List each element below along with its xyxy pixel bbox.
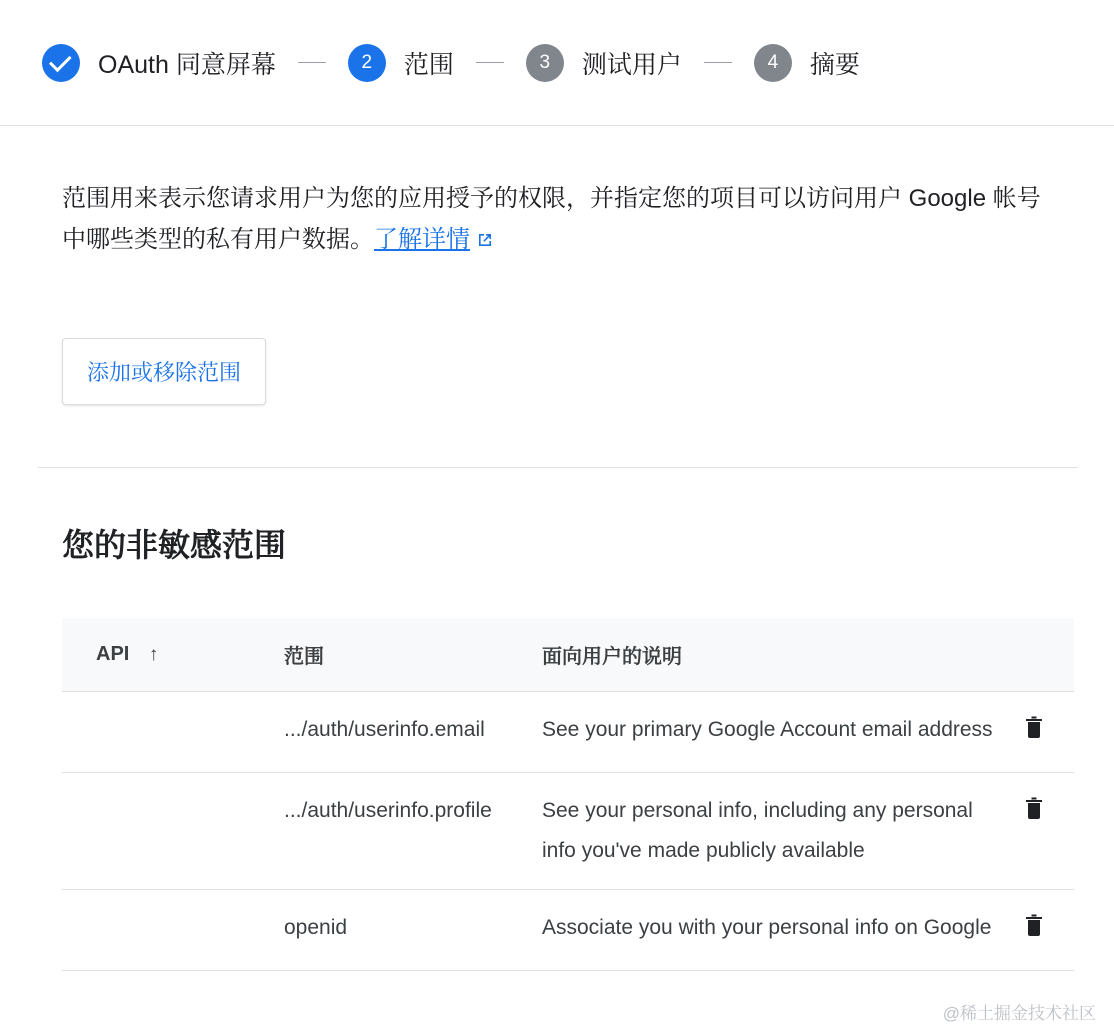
step-scopes[interactable]: [348, 44, 454, 82]
wizard-stepper: [0, 0, 1114, 126]
page-content: [0, 178, 1114, 971]
cell-description: See your primary Google Account email address: [542, 692, 994, 773]
external-link-icon: [476, 221, 494, 262]
step-3-indicator: 3: [526, 44, 564, 82]
cell-actions: [994, 890, 1074, 971]
step-2-indicator: 2: [348, 44, 386, 82]
step-3-label: 测试用户: [581, 50, 682, 79]
cell-scope: .../auth/userinfo.email: [284, 692, 542, 773]
add-or-remove-scopes-button[interactable]: 添加或移除范围: [62, 338, 266, 405]
trash-icon[interactable]: [1022, 795, 1046, 835]
step-4-indicator: 4: [754, 44, 792, 82]
column-header-description[interactable]: 面向用户的说明: [542, 618, 994, 692]
column-header-api-label: API: [96, 643, 130, 665]
cell-description: Associate you with your personal info on Google: [542, 890, 994, 971]
cell-api: [62, 890, 284, 971]
watermark: @稀土掘金技术社区: [942, 1004, 1096, 1023]
cell-scope: .../auth/userinfo.profile: [284, 773, 542, 890]
table-row: [62, 890, 1074, 971]
cell-actions: [994, 692, 1074, 773]
step-oauth-consent[interactable]: [42, 44, 276, 82]
table-header-row: [62, 618, 1074, 692]
cell-actions: [994, 773, 1074, 890]
learn-more-link[interactable]: 了解详情: [374, 226, 470, 253]
trash-icon[interactable]: [1022, 912, 1046, 952]
step-separator-2: [476, 62, 504, 63]
step-test-users[interactable]: [526, 44, 682, 82]
cell-api: [62, 692, 284, 773]
section-divider: [38, 467, 1078, 468]
cell-scope: openid: [284, 890, 542, 971]
non-sensitive-scopes-title: 您的非敏感范围: [62, 527, 287, 563]
check-icon: [49, 49, 72, 72]
sort-ascending-icon[interactable]: ↑: [148, 644, 159, 665]
scopes-description-text: 范围用来表示您请求用户为您的应用授予的权限，并指定您的项目可以访问用户 Google 帐号中哪些类型的私有用户数据。: [62, 185, 1041, 253]
non-sensitive-scopes-table: [62, 618, 1074, 971]
step-1-indicator: [42, 44, 80, 82]
step-separator-3: [704, 62, 732, 63]
step-separator-1: [298, 62, 326, 63]
table-row: [62, 773, 1074, 890]
table-header: [62, 618, 1074, 692]
column-header-scope[interactable]: 范围: [284, 618, 542, 692]
trash-icon[interactable]: [1022, 714, 1046, 754]
table-body: [62, 692, 1074, 971]
step-summary[interactable]: [754, 44, 860, 82]
step-4-label: 摘要: [809, 50, 860, 79]
column-header-api[interactable]: [62, 618, 284, 692]
cell-api: [62, 773, 284, 890]
scopes-description: [62, 178, 1042, 262]
cell-description: See your personal info, including any personal info you've made publicly available: [542, 773, 994, 890]
step-2-label: 范围: [403, 50, 454, 79]
table-row: [62, 692, 1074, 773]
step-1-label: OAuth 同意屏幕: [98, 50, 276, 79]
column-header-actions: [994, 618, 1074, 692]
